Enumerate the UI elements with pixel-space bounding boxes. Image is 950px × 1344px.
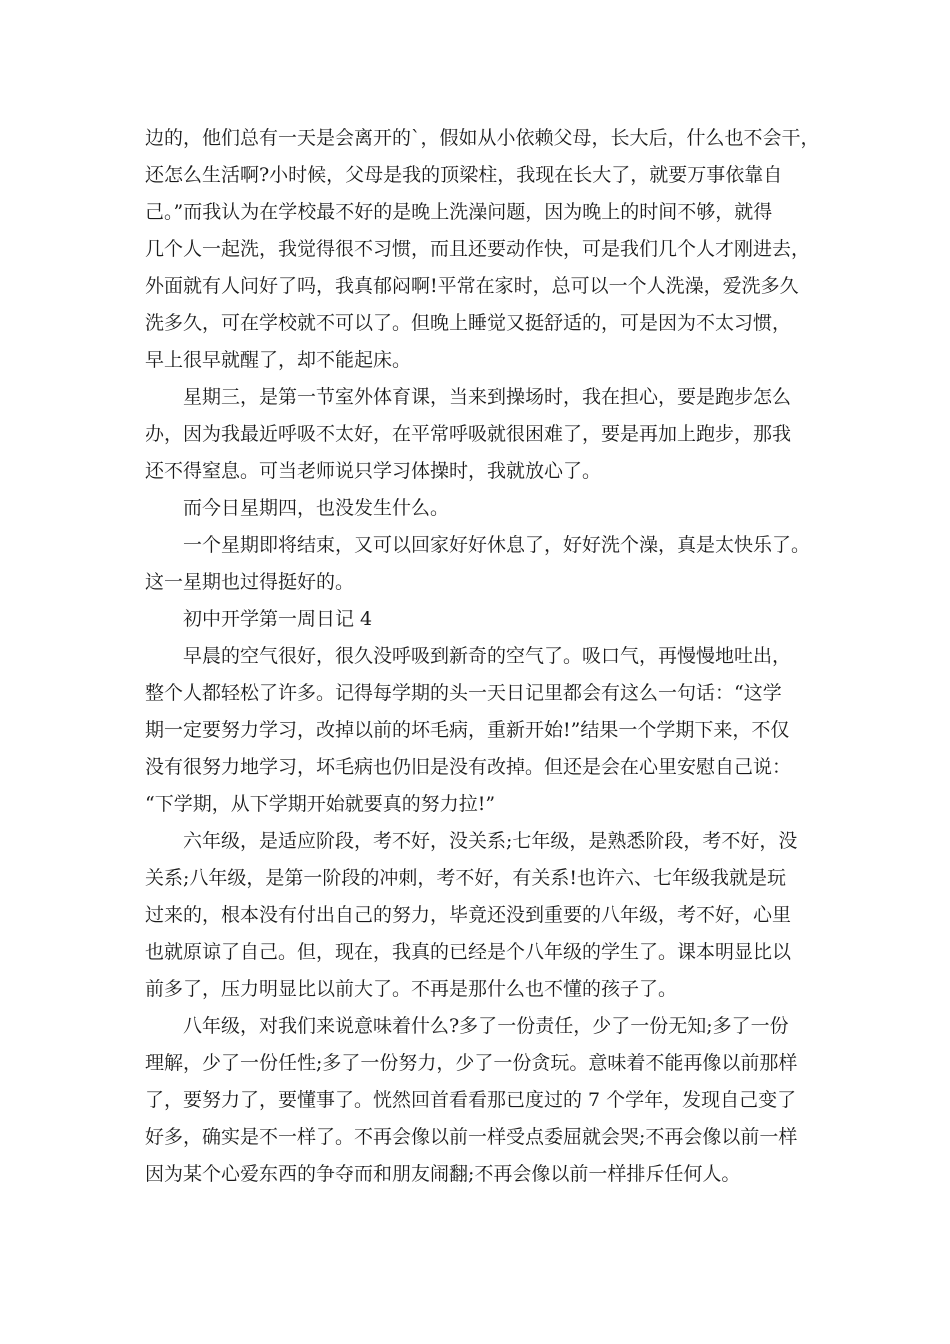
text-line: 早上很早就醒了，却不能起床。 [145, 349, 412, 371]
text-line: 没有很努力地学习，坏毛病也仍旧是没有改掉。但还是会在心里安慰自己说： [145, 756, 792, 778]
text-line: 关系;八年级，是第一阶段的冲刺，考不好，有关系!也许六、七年级我就是玩 [145, 867, 787, 889]
text-line: 几个人一起洗，我觉得很不习惯，而且还要动作快，可是我们几个人才刚进去， [145, 238, 811, 260]
text-line: 办，因为我最近呼吸不太好，在平常呼吸就很困难了，要是再加上跑步，那我 [145, 423, 792, 445]
text-line: 也就原谅了自己。但，现在，我真的已经是个八年级的学生了。课本明显比以 [145, 941, 792, 963]
text-line: 前多了，压力明显比以前大了。不再是那什么也不懂的孩子了。 [145, 978, 678, 1000]
text-line: “下学期，从下学期开始就要真的努力拉!” [145, 793, 496, 815]
document-body [145, 120, 825, 1193]
text-line: 这一星期也过得挺好的。 [145, 571, 355, 593]
text-line: 洗多久，可在学校就不可以了。但晚上睡觉又挺舒适的，可是因为不太习惯， [145, 312, 792, 334]
paragraph-start-line: 早晨的空气很好，很久没呼吸到新奇的空气了。吸口气，再慢慢地吐出， [183, 645, 792, 667]
paragraph-start-line: 一个星期即将结束，又可以回家好好休息了，好好洗个澡，真是太快乐了。 [183, 534, 811, 556]
text-line: 还不得窒息。可当老师说只学习体操时，我就放心了。 [145, 460, 602, 482]
paragraph-start-line: 星期三，是第一节室外体育课，当来到操场时，我在担心，要是跑步怎么 [183, 386, 792, 408]
text-line: 理解，少了一份任性;多了一份努力，少了一份贪玩。意味着不能再像以前那样 [145, 1052, 798, 1074]
text-line: 了，要努力了，要懂事了。恍然回首看看那已度过的 7 个学年，发现自己变了 [145, 1089, 797, 1111]
text-line: 好多，确实是不一样了。不再会像以前一样受点委屈就会哭;不再会像以前一样 [145, 1126, 798, 1148]
text-line: 还怎么生活啊?小时候，父母是我的顶梁柱，我现在长大了，就要万事依靠自 [145, 164, 783, 186]
paragraph-start-line: 而今日星期四，也没发生什么。 [183, 497, 450, 519]
section-heading: 初中开学第一周日记 4 [183, 608, 373, 630]
paragraph-start-line: 八年级，对我们来说意味着什么?多了一份责任，少了一份无知;多了一份 [183, 1015, 789, 1037]
text-line: 边的，他们总有一天是会离开的`，假如从小依赖父母，长大后，什么也不会干， [145, 127, 820, 149]
text-line: 过来的，根本没有付出自己的努力，毕竟还没到重要的八年级，考不好，心里 [145, 904, 792, 926]
text-line: 己。”而我认为在学校最不好的是晚上洗澡问题，因为晚上的时间不够，就得 [145, 201, 773, 223]
text-line: 期一定要努力学习，改掉以前的坏毛病，重新开始!”结果一个学期下来，不仅 [145, 719, 790, 741]
paragraph-start-line: 六年级，是适应阶段，考不好，没关系;七年级，是熟悉阶段，考不好，没 [183, 830, 798, 852]
text-line: 因为某个心爱东西的争夺而和朋友闹翻;不再会像以前一样排斥任何人。 [145, 1163, 741, 1185]
text-line: 外面就有人问好了吗，我真郁闷啊!平常在家时，总可以一个人洗澡，爱洗多久 [145, 275, 799, 297]
text-line: 整个人都轻松了许多。记得每学期的头一天日记里都会有这么一句话：“这学 [145, 682, 782, 704]
